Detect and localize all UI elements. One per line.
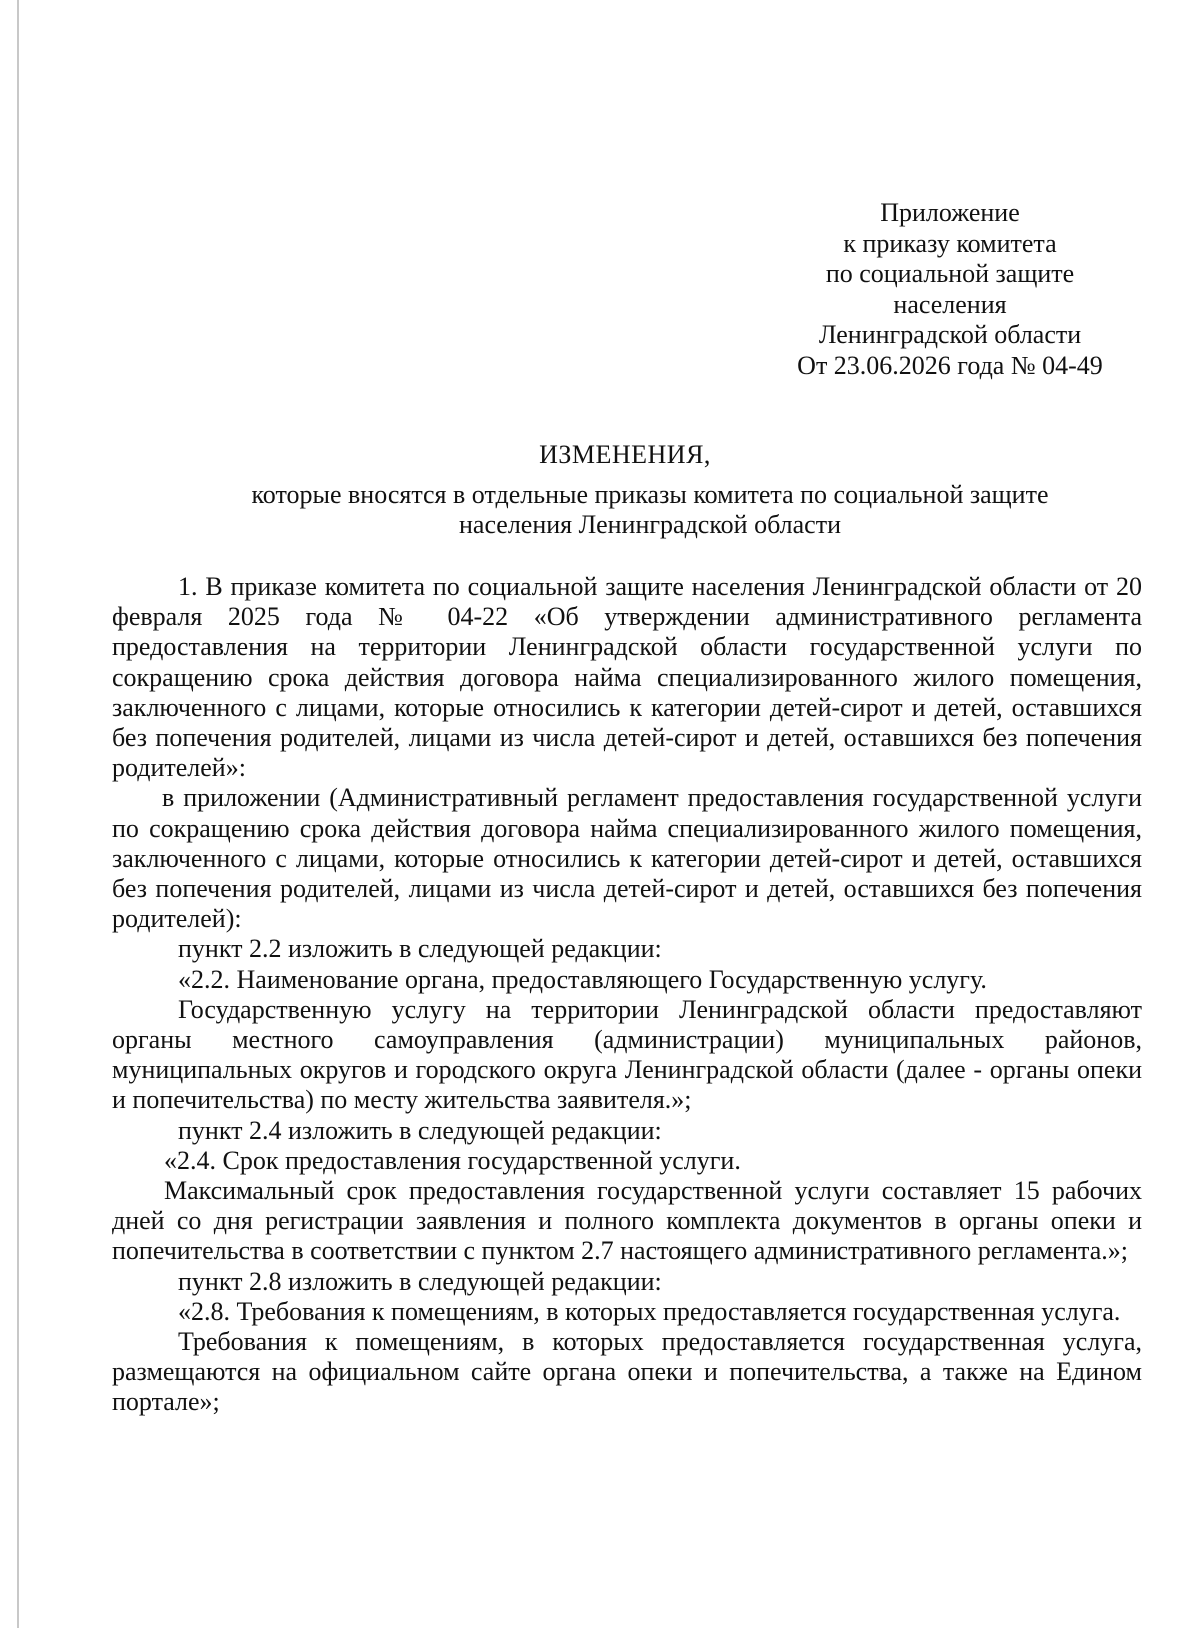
appendix-block xyxy=(780,198,1120,381)
document-subtitle: которые вносятся в отдельные приказы комитета по социальной защите населения Ленинградской области xyxy=(251,480,1049,539)
paragraph-3: пункт 2.2 изложить в следующей редакции: xyxy=(178,934,662,964)
document-title xyxy=(110,440,1140,470)
paragraph-5: Государственную услугу на территории Ленинградской области предоставляют органы местного самоуправления (администрации) муниципальных районов, муниципальных округов и городского округа Ленинградской области (далее - органы опеки и попечительства) по месту жительства заявителя.»; xyxy=(112,994,1142,1115)
paragraph-11: Требования к помещениям, в которых предоставляется государственная услуга, размещаются на официальном сайте органа опеки и попечительства, а также на Едином портале»; xyxy=(112,1327,1142,1417)
appendix-line-2: к приказу комитета xyxy=(843,228,1057,258)
appendix-line-3: по социальной защите xyxy=(825,259,1075,288)
paragraph-1: 1. В приказе комитета по социальной защите населения Ленинградской области от 20 февраля 2025 года № 04-22 «Об утверждении административного регламента предоставления на территории Ленинградской области государственной услуги по сокращению срока действия договора найма специализированного жилого помещения, заключенного с лицами, которые относились к категории детей-сирот и детей, оставшихся без попечения родителей, лицами из числа детей-сирот и детей, оставшихся без попечения родителей»: xyxy=(112,572,1142,783)
paragraph-6: пункт 2.4 изложить в следующей редакции: xyxy=(178,1115,662,1145)
appendix-line-4: населения xyxy=(893,289,1007,319)
paragraph-2: в приложении (Административный регламент предоставления государственной услуги по сокращению срока действия договора найма специализированного жилого помещения, заключенного с лицами, которые относились к категории детей-сирот и детей, оставшихся без попечения родителей, лицами из числа детей-сирот и детей, оставшихся без попечения родителей): xyxy=(112,783,1142,934)
paragraph-10: «2.8. Требования к помещениям, в которых предоставляется государственная услуга. xyxy=(178,1296,1121,1326)
title-heading: ИЗМЕНЕНИЯ, xyxy=(539,440,711,469)
paragraph-9: пункт 2.8 изложить в следующей редакции: xyxy=(178,1266,662,1296)
paragraph-7: «2.4. Срок предоставления государственной услуги. xyxy=(164,1145,741,1175)
document-body xyxy=(112,572,1142,1418)
appendix-line-5: Ленинградской области xyxy=(818,320,1082,349)
appendix-line-1: Приложение xyxy=(880,198,1020,227)
paragraph-8: Максимальный срок предоставления государственной услуги составляет 15 рабочих дней со дня регистрации заявления и полного комплекта документов в органы опеки и попечительства в соответствии с пунктом 2.7 настоящего административного регламента.»; xyxy=(112,1176,1142,1266)
paragraph-4: «2.2. Наименование органа, предоставляющего Государственную услугу. xyxy=(178,964,987,994)
scan-edge-line xyxy=(17,0,19,1628)
appendix-line-6: От 23.06.2026 года № 04-49 xyxy=(797,350,1103,380)
